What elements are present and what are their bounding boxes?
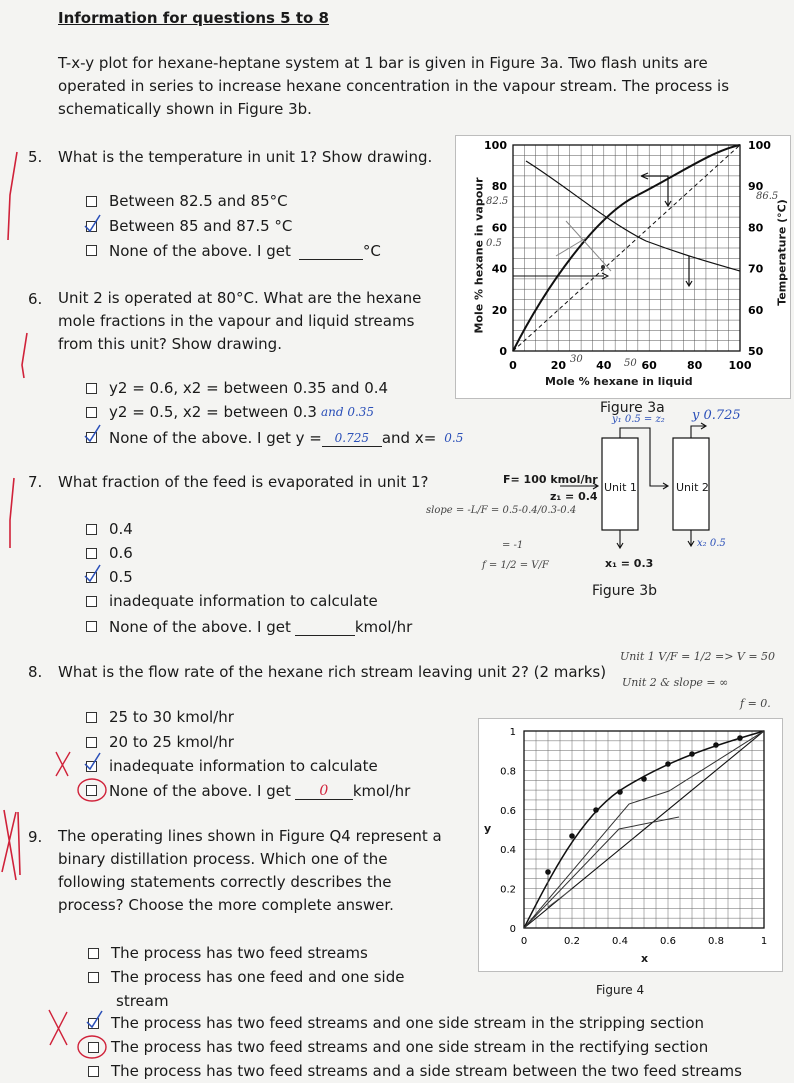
checkmark-icon — [82, 750, 102, 772]
question-line: The operating lines shown in Figure Q4 represent a — [58, 827, 442, 845]
y-tick-label: 0 — [499, 345, 507, 358]
checkbox[interactable] — [88, 972, 99, 983]
q5-option-3[interactable] — [86, 241, 381, 260]
checkmark-icon — [84, 1008, 104, 1030]
q8-option-4[interactable] — [86, 781, 410, 800]
option-label: inadequate information to calculate — [109, 757, 378, 775]
figure-4-caption: Figure 4 — [596, 983, 645, 997]
option-label: 20 to 25 kmol/hr — [109, 733, 234, 751]
checkbox[interactable] — [88, 948, 99, 959]
question-line: process? Choose the more complete answer. — [58, 896, 394, 914]
handwritten-note: x₂ 0.5 — [697, 538, 726, 549]
question-7-text: What fraction of the feed is evaporated in unit 1? — [58, 473, 429, 491]
question-number: 8. — [28, 663, 43, 681]
checkbox[interactable] — [86, 737, 97, 748]
question-line: Unit 2 is operated at 80°C. What are the hexane — [58, 289, 422, 307]
intro-line: operated in series to increase hexane concentration in the vapour stream. The process is — [58, 77, 730, 95]
handwritten-note: 86.5 — [756, 191, 779, 202]
checkbox[interactable] — [86, 712, 97, 723]
unit-label: kmol/hr — [354, 617, 413, 636]
q9-option-5[interactable] — [88, 1062, 742, 1080]
handwritten-calculation: slope = -L/F = 0.5-0.4/0.3-0.4 — [426, 505, 577, 516]
handwritten-calculation: f = 1/2 = V/F — [482, 560, 549, 571]
q5-option-2[interactable] — [86, 217, 292, 235]
y-tick-label: 0.8 — [500, 766, 516, 778]
figure-3b-caption: Figure 3b — [592, 583, 657, 599]
x-tick-label: 20 — [550, 359, 567, 372]
checkmark-icon — [82, 422, 102, 444]
checkbox[interactable] — [86, 407, 97, 418]
option-label: The process has one feed and one side — [111, 968, 405, 986]
x-tick-label: 0.8 — [708, 936, 724, 947]
q6-option-3[interactable] — [86, 428, 463, 447]
checkbox[interactable] — [86, 383, 97, 394]
question-number: 5. — [28, 148, 43, 166]
option-label: The process has two feed streams — [111, 944, 368, 962]
handwritten-calculation: = -1 — [502, 540, 524, 551]
option-label: None of the above. I get — [109, 617, 291, 636]
option-label: 25 to 30 kmol/hr — [109, 708, 234, 726]
question-line: binary distillation process. Which one of the — [58, 850, 388, 868]
checkbox[interactable] — [86, 785, 97, 796]
intro-paragraph — [58, 52, 729, 121]
section-heading: Information for questions 5 to 8 — [58, 9, 329, 27]
option-label: Between 85 and 87.5 °C — [109, 217, 293, 235]
q8-option-1[interactable] — [86, 708, 234, 726]
x-tick-label: 0.2 — [564, 936, 580, 947]
checkmark-icon — [82, 562, 102, 584]
answer-blank[interactable] — [295, 617, 355, 636]
checkbox[interactable] — [86, 548, 97, 559]
x-tick-label: 40 — [596, 359, 612, 372]
q7-option-4[interactable] — [86, 592, 378, 610]
x-axis-label: x — [641, 952, 649, 965]
point-marker — [601, 265, 605, 269]
handwritten-note: 50 — [624, 358, 637, 369]
q5-option-1[interactable] — [86, 192, 288, 210]
x-tick-label: 80 — [686, 359, 703, 372]
feed-label: F= 100 kmol/hr — [503, 473, 598, 486]
y-tick-label: 1 — [509, 727, 516, 738]
checkbox[interactable] — [88, 1042, 99, 1053]
q7-option-5[interactable] — [86, 617, 412, 636]
q9-option-3[interactable] — [88, 1014, 704, 1032]
y2-axis-label: Temperature (°C) — [775, 199, 789, 306]
y2-tick-label: 70 — [748, 262, 764, 276]
option-label: and x= — [381, 428, 437, 447]
handwritten-note: 0.5 — [486, 238, 502, 249]
q9-option-1[interactable] — [88, 944, 368, 962]
y-tick-label: 20 — [491, 303, 507, 317]
intro-line: T-x-y plot for hexane-heptane system at 1 bar is given in Figure 3a. Two flash units are — [58, 54, 708, 72]
y2-tick-label: 90 — [748, 180, 764, 194]
y-tick-label: 100 — [484, 139, 507, 152]
option-label: 0.6 — [109, 544, 133, 562]
handwritten-answer: 0.725 — [334, 431, 370, 445]
unit-label: kmol/hr — [352, 781, 411, 800]
question-number: 9. — [28, 828, 43, 846]
checkbox[interactable] — [86, 245, 97, 256]
x-tick-label: 0.4 — [612, 936, 628, 947]
checkmark-icon — [82, 212, 102, 234]
option-label: 0.5 — [109, 568, 133, 586]
arrow-icon — [691, 423, 706, 438]
handwritten-calculation: Unit 1 V/F = 1/2 => V = 50 — [620, 650, 776, 663]
option-label: None of the above. I get — [109, 241, 291, 260]
y2-tick-label: 60 — [748, 303, 764, 317]
handwritten-note: y 0.725 — [692, 408, 741, 423]
option-label: y2 = 0.6, x2 = between 0.35 and 0.4 — [109, 379, 389, 397]
y-tick-label: 0.4 — [500, 845, 516, 857]
x-axis-label: Mole % hexane in liquid — [545, 375, 693, 388]
y-axis-label: Mole % hexane in vapour — [472, 177, 486, 334]
handwritten-note: 82.5 — [486, 196, 509, 207]
unit-1-label: Unit 1 — [604, 481, 637, 494]
question-line: from this unit? Show drawing. — [58, 335, 282, 353]
arrow-icon — [686, 256, 692, 286]
unit-label: °C — [362, 241, 381, 260]
arrow-icon — [641, 173, 671, 206]
handwritten-calculation: Unit 2 & slope = ∞ — [622, 676, 729, 689]
handwritten-note: y₁ 0.5 = z₂ — [612, 414, 665, 425]
y2-tick-label: 80 — [748, 221, 764, 235]
axis-labels — [484, 139, 771, 372]
intro-line: schematically shown in Figure 3b. — [58, 100, 312, 118]
axis-labels — [500, 727, 767, 947]
checkbox[interactable] — [86, 524, 97, 535]
answer-blank[interactable] — [295, 781, 353, 800]
y2-tick-label: 100 — [748, 139, 771, 152]
z1-label: z₁ = 0.4 — [550, 490, 598, 503]
checkbox[interactable] — [88, 1066, 99, 1077]
option-label-continued: stream — [116, 992, 169, 1010]
x-tick-label: 0.6 — [660, 936, 676, 947]
answer-blank[interactable] — [322, 428, 382, 447]
q6-option-2[interactable] — [86, 403, 374, 421]
handwritten-note: and 0.35 — [320, 405, 375, 419]
y-tick-label: 40 — [491, 262, 507, 276]
handwritten-calculation: f = 0. — [740, 697, 771, 710]
y-tick-label: 0.6 — [500, 805, 516, 817]
question-line: following statements correctly describes the — [58, 873, 392, 891]
question-line: mole fractions in the vapour and liquid streams — [58, 312, 415, 330]
checkbox[interactable] — [86, 196, 97, 207]
q9-option-2[interactable] — [88, 968, 404, 986]
figure-4 — [478, 718, 783, 972]
q7-option-1[interactable] — [86, 520, 133, 538]
mccabe-thiele-plot — [479, 719, 782, 971]
question-number: 7. — [28, 473, 43, 491]
y-tick-label: 0.2 — [500, 884, 516, 896]
question-9-text — [58, 825, 456, 917]
q9-option-4[interactable] — [88, 1038, 708, 1056]
handwritten-note: 30 — [570, 354, 583, 365]
pencil-marks — [556, 221, 611, 271]
x1-label: x₁ = 0.3 — [605, 557, 654, 570]
option-label: 0.4 — [109, 520, 133, 538]
q7-option-2[interactable] — [86, 544, 133, 562]
x-tick-label: 60 — [641, 359, 657, 372]
x-tick-label: 1 — [760, 936, 768, 947]
checkbox[interactable] — [86, 596, 97, 607]
figure-3a — [455, 135, 791, 399]
question-5-text: What is the temperature in unit 1? Show drawing. — [58, 148, 433, 166]
y2-tick-label: 50 — [748, 345, 764, 358]
figure-3a-caption: Figure 3a — [600, 400, 665, 416]
q8-option-3[interactable] — [86, 757, 378, 775]
question-6-text — [58, 287, 421, 356]
option-label: The process has two feed streams and a side stream between the two feed streams — [111, 1062, 742, 1080]
y-axis-label: y — [484, 822, 492, 835]
option-label: y2 = 0.5, x2 = between 0.3 — [109, 403, 317, 421]
checkbox[interactable] — [86, 621, 97, 632]
arrow-icon — [617, 530, 623, 548]
q8-option-2[interactable] — [86, 733, 234, 751]
option-label: None of the above. I get y = — [109, 428, 322, 447]
option-label: Between 82.5 and 85°C — [109, 192, 288, 210]
option-label: The process has two feed streams and one side stream in the rectifying section — [111, 1038, 709, 1056]
x-tick-label: 100 — [728, 359, 752, 372]
handwritten-answer: 0 — [319, 783, 329, 799]
y-tick-label: 0 — [509, 924, 516, 935]
option-label: None of the above. I get — [109, 781, 291, 800]
question-8-text: What is the flow rate of the hexane rich stream leaving unit 2? (2 marks) — [58, 663, 607, 681]
unit-2-label: Unit 2 — [676, 481, 709, 494]
x-tick-label: 0 — [520, 936, 528, 947]
arrow-icon — [688, 530, 694, 546]
handwritten-answer: 0.5 — [444, 430, 464, 445]
q6-option-1[interactable] — [86, 379, 388, 397]
answer-blank[interactable] — [299, 241, 363, 260]
y-tick-label: 60 — [491, 221, 507, 235]
option-label: inadequate information to calculate — [109, 592, 378, 610]
option-label: The process has two feed streams and one side stream in the stripping section — [111, 1014, 705, 1032]
x-tick-label: 0 — [509, 359, 517, 372]
y-tick-label: 80 — [491, 180, 507, 194]
question-number: 6. — [28, 290, 43, 308]
txy-plot — [456, 136, 790, 398]
